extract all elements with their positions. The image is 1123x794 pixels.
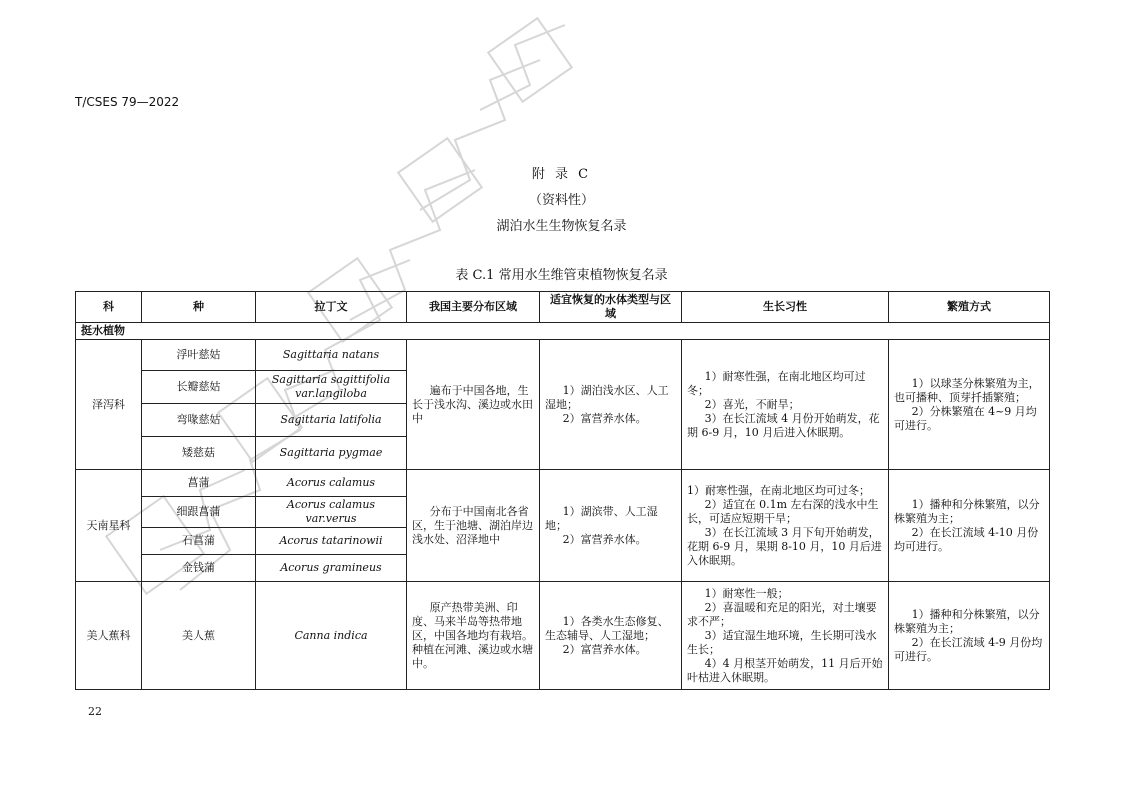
growth-line: 1）耐寒性强，在南北地区均可过冬； bbox=[687, 483, 870, 497]
habitat-line: 1）湖泊浅水区、人工湿地； bbox=[545, 383, 669, 411]
page-number: 22 bbox=[88, 705, 102, 718]
habitat-line: 1）湖滨带、人工湿地； bbox=[545, 504, 658, 532]
latin-cell: Sagittaria sagittifolia var.langiloba bbox=[256, 371, 407, 404]
growth-cell bbox=[682, 340, 889, 470]
distribution-cell bbox=[407, 470, 540, 582]
table-caption: 表 C.1 常用水生维管束植物恢复名录 bbox=[455, 268, 668, 283]
propagation-line: 1）以球茎分株繁殖为主，也可播种、顶芽扦插繁殖； bbox=[894, 376, 1040, 404]
distribution-text: 原产热带美洲、印度、马来半岛等热带地区，中国各地均有栽培。种植在河滩、溪边或水塘中。 bbox=[412, 600, 533, 670]
header-distribution: 我国主要分布区域 bbox=[407, 292, 540, 323]
propagation-line: 2）分株繁殖在 4~9 月均可进行。 bbox=[894, 404, 1037, 432]
distribution-cell bbox=[407, 582, 540, 690]
table-row bbox=[76, 470, 1050, 497]
header-family: 科 bbox=[76, 292, 142, 323]
propagation-line: 2）在长江流域 4-10 月份均可进行。 bbox=[894, 525, 1039, 553]
habitat-cell bbox=[540, 470, 682, 582]
appendix-subtitle: （资料性） bbox=[528, 193, 594, 208]
habitat-cell bbox=[540, 340, 682, 470]
growth-line: 3）在长江流域 3 月下旬开始萌发，花期 6-9 月，果期 8-10 月，10 月后进入休眠期。 bbox=[687, 525, 882, 567]
family-cell: 美人蕉科 bbox=[76, 582, 142, 690]
header-species: 种 bbox=[142, 292, 256, 323]
species-cell: 矮慈菇 bbox=[142, 437, 256, 470]
habitat-line: 2）富营养水体。 bbox=[562, 532, 647, 546]
latin-cell: Sagittaria latifolia bbox=[256, 404, 407, 437]
growth-line: 3）在长江流域 4 月份开始萌发，花期 6-9 月，10 月后进入休眠期。 bbox=[687, 411, 880, 439]
latin-cell: Acorus gramineus bbox=[256, 555, 407, 582]
habitat-cell bbox=[540, 582, 682, 690]
propagation-cell bbox=[889, 340, 1050, 470]
propagation-line: 2）在长江流域 4-9 月份均可进行。 bbox=[894, 635, 1043, 663]
growth-line: 4）4 月根茎开始萌发，11 月后开始叶枯进入休眠期。 bbox=[687, 657, 883, 685]
distribution-text: 分布于中国南北各省区，生于池塘、湖泊岸边浅水处、沼泽地中 bbox=[412, 504, 533, 546]
family-cell: 泽泻科 bbox=[76, 340, 142, 470]
habitat-line: 1）各类水生态修复、生态辅导、人工湿地； bbox=[545, 614, 669, 642]
header-growth: 生长习性 bbox=[682, 292, 889, 323]
header-latin: 拉丁文 bbox=[256, 292, 407, 323]
distribution-cell bbox=[407, 340, 540, 470]
growth-line: 2）喜温暖和充足的阳光，对土壤要求不严； bbox=[687, 600, 877, 628]
header-propagation: 繁殖方式 bbox=[889, 292, 1050, 323]
latin-cell: Acorus calamus bbox=[256, 470, 407, 497]
distribution-text: 遍布于中国各地，生长于浅水沟、溪边或水田中 bbox=[412, 383, 533, 425]
species-cell: 弯喙慈姑 bbox=[142, 404, 256, 437]
growth-line: 3）适宜湿生地环境，生长期可浅水生长； bbox=[687, 628, 877, 656]
growth-cell bbox=[682, 582, 889, 690]
growth-cell bbox=[682, 470, 889, 582]
latin-cell: Acorus tatarinowii bbox=[256, 528, 407, 555]
latin-cell: Acorus calamus var.verus bbox=[256, 497, 407, 528]
species-cell: 美人蕉 bbox=[142, 582, 256, 690]
species-cell: 浮叶慈姑 bbox=[142, 340, 256, 371]
species-cell: 长瓣慈姑 bbox=[142, 371, 256, 404]
growth-line: 1）耐寒性强，在南北地区均可过冬； bbox=[687, 369, 866, 397]
species-cell: 金钱蒲 bbox=[142, 555, 256, 582]
category-label: 挺水植物 bbox=[76, 323, 1050, 340]
latin-cell: Sagittaria pygmae bbox=[256, 437, 407, 470]
growth-line: 2）适宜在 0.1m 左右深的浅水中生长，可适应短期干旱； bbox=[687, 497, 879, 525]
species-cell: 菖蒲 bbox=[142, 470, 256, 497]
header-habitat: 适宜恢复的水体类型与区域 bbox=[540, 292, 682, 323]
table-row bbox=[76, 582, 1050, 690]
latin-cell: Sagittaria natans bbox=[256, 340, 407, 371]
propagation-line: 1）播种和分株繁殖，以分株繁殖为主； bbox=[894, 607, 1040, 635]
growth-line: 2）喜光，不耐旱； bbox=[704, 397, 800, 411]
propagation-line: 1）播种和分株繁殖，以分株繁殖为主； bbox=[894, 497, 1040, 525]
propagation-cell bbox=[889, 470, 1050, 582]
appendix-title: 附 录 C bbox=[531, 167, 592, 182]
growth-line: 1）耐寒性一般； bbox=[704, 586, 789, 600]
table-row bbox=[76, 340, 1050, 371]
appendix-name: 湖泊水生生物恢复名录 bbox=[496, 219, 627, 234]
table-header-row bbox=[76, 292, 1050, 323]
family-cell: 天南星科 bbox=[76, 470, 142, 582]
propagation-cell bbox=[889, 582, 1050, 690]
plant-table bbox=[75, 291, 1050, 690]
habitat-line: 2）富营养水体。 bbox=[562, 411, 647, 425]
latin-cell: Canna indica bbox=[256, 582, 407, 690]
habitat-line: 2）富营养水体。 bbox=[562, 642, 647, 656]
species-cell: 石菖蒲 bbox=[142, 528, 256, 555]
category-row bbox=[76, 323, 1050, 340]
species-cell: 细跟菖蒲 bbox=[142, 497, 256, 528]
document-code: T/CSES 79—2022 bbox=[75, 95, 180, 109]
